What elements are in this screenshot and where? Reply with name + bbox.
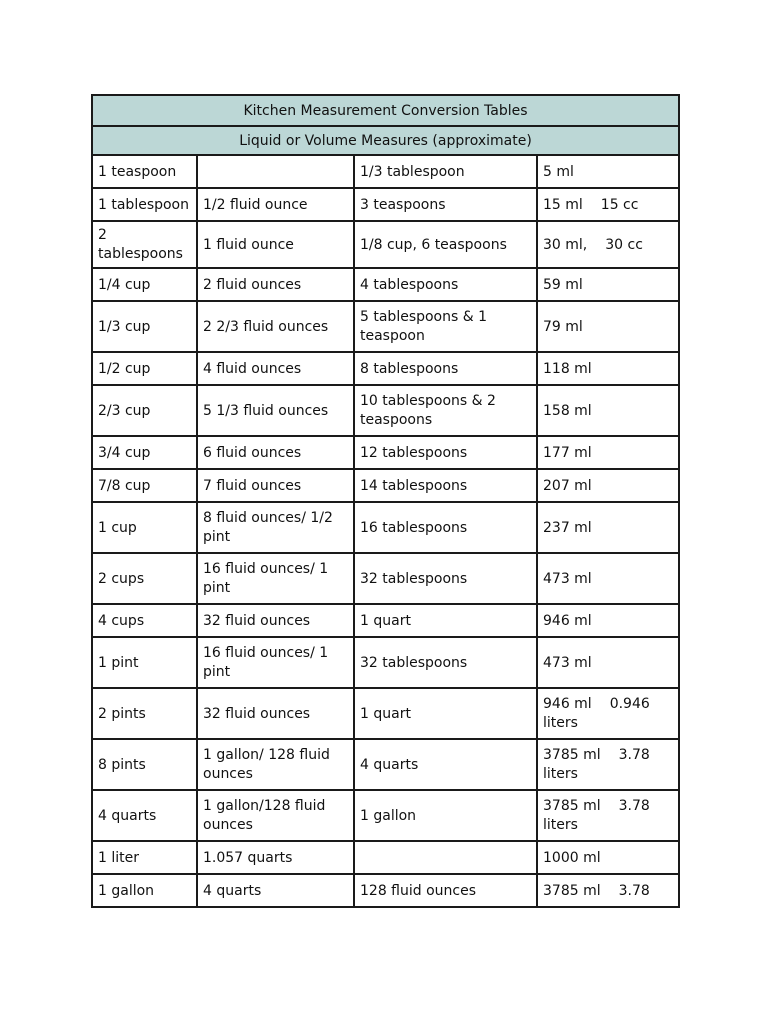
spoon-equivalent-cell: 1/3 tablespoon (354, 155, 537, 188)
metric-alt-value: 3.78 liters (543, 747, 650, 782)
metric-cell (537, 502, 679, 553)
table-row (92, 502, 679, 553)
unit-cell: 8 pints (92, 739, 197, 790)
table-row (92, 155, 679, 188)
spoon-equivalent-cell: 1/8 cup, 6 teaspoons (354, 221, 537, 268)
metric-cell (537, 352, 679, 385)
metric-value: 207 ml (543, 477, 592, 494)
spoon-equivalent-cell: 14 tablespoons (354, 469, 537, 502)
metric-alt-value: 3.78 liters (543, 798, 650, 833)
metric-cell (537, 268, 679, 301)
spoon-equivalent-cell: 3 teaspoons (354, 188, 537, 221)
fluid-ounce-cell: 2 fluid ounces (197, 268, 354, 301)
metric-value: 177 ml (543, 444, 592, 461)
metric-value: 946 ml (543, 612, 592, 629)
metric-cell (537, 221, 679, 268)
metric-cell (537, 874, 679, 907)
table-row (92, 469, 679, 502)
metric-cell (537, 637, 679, 688)
metric-value: 3785 ml (543, 882, 601, 899)
metric-cell (537, 841, 679, 874)
metric-value: 158 ml (543, 402, 592, 419)
metric-cell (537, 188, 679, 221)
unit-cell: 2 cups (92, 553, 197, 604)
unit-cell: 4 cups (92, 604, 197, 637)
metric-alt-value: 15 cc (600, 196, 639, 213)
table-row (92, 841, 679, 874)
metric-value: 237 ml (543, 519, 592, 536)
table-title: Kitchen Measurement Conversion Tables (92, 95, 679, 126)
spoon-equivalent-cell (354, 841, 537, 874)
table-row (92, 352, 679, 385)
unit-cell: 4 quarts (92, 790, 197, 841)
metric-cell (537, 553, 679, 604)
metric-value: 15 ml (543, 196, 583, 213)
unit-cell: 1 teaspoon (92, 155, 197, 188)
spoon-equivalent-cell: 16 tablespoons (354, 502, 537, 553)
spoon-equivalent-cell: 4 tablespoons (354, 268, 537, 301)
unit-cell: 1/4 cup (92, 268, 197, 301)
fluid-ounce-cell: 4 fluid ounces (197, 352, 354, 385)
fluid-ounce-cell: 2 2/3 fluid ounces (197, 301, 354, 352)
fluid-ounce-cell: 7 fluid ounces (197, 469, 354, 502)
unit-cell: 1/2 cup (92, 352, 197, 385)
metric-value: 79 ml (543, 318, 583, 335)
unit-cell: 1 pint (92, 637, 197, 688)
spoon-equivalent-cell: 32 tablespoons (354, 553, 537, 604)
metric-cell (537, 790, 679, 841)
fluid-ounce-cell: 1/2 fluid ounce (197, 188, 354, 221)
unit-cell: 1/3 cup (92, 301, 197, 352)
table-row (92, 874, 679, 907)
metric-cell (537, 436, 679, 469)
metric-cell (537, 604, 679, 637)
metric-alt-value: 0.946 liters (543, 696, 650, 731)
table-row (92, 553, 679, 604)
fluid-ounce-cell: 4 quarts (197, 874, 354, 907)
table-row (92, 604, 679, 637)
metric-cell (537, 301, 679, 352)
spoon-equivalent-cell: 4 quarts (354, 739, 537, 790)
metric-alt-value: 30 cc (605, 236, 643, 253)
fluid-ounce-cell: 1 gallon/ 128 fluid ounces (197, 739, 354, 790)
metric-value: 30 ml, (543, 236, 588, 253)
fluid-ounce-cell: 1 fluid ounce (197, 221, 354, 268)
metric-value: 946 ml (543, 696, 592, 712)
metric-value: 473 ml (543, 654, 592, 671)
spoon-equivalent-cell: 5 tablespoons & 1 teaspoon (354, 301, 537, 352)
fluid-ounce-cell: 32 fluid ounces (197, 604, 354, 637)
metric-alt-value: 3.78 (618, 882, 650, 899)
table-row (92, 188, 679, 221)
table-row (92, 637, 679, 688)
table-row (92, 688, 679, 739)
fluid-ounce-cell: 6 fluid ounces (197, 436, 354, 469)
spoon-equivalent-cell: 32 tablespoons (354, 637, 537, 688)
spoon-equivalent-cell: 128 fluid ounces (354, 874, 537, 907)
spoon-equivalent-cell: 8 tablespoons (354, 352, 537, 385)
metric-cell (537, 469, 679, 502)
spoon-equivalent-cell: 12 tablespoons (354, 436, 537, 469)
fluid-ounce-cell: 1.057 quarts (197, 841, 354, 874)
fluid-ounce-cell: 5 1/3 fluid ounces (197, 385, 354, 436)
fluid-ounce-cell: 32 fluid ounces (197, 688, 354, 739)
fluid-ounce-cell: 1 gallon/128 fluid ounces (197, 790, 354, 841)
unit-cell: 2 tablespoons (92, 221, 197, 268)
fluid-ounce-cell: 16 fluid ounces/ 1 pint (197, 637, 354, 688)
unit-cell: 1 gallon (92, 874, 197, 907)
table-row (92, 739, 679, 790)
metric-cell (537, 688, 679, 739)
spoon-equivalent-cell: 10 tablespoons & 2 teaspoons (354, 385, 537, 436)
metric-value: 1000 ml (543, 849, 601, 866)
spoon-equivalent-cell: 1 quart (354, 604, 537, 637)
unit-cell: 2/3 cup (92, 385, 197, 436)
table-row (92, 385, 679, 436)
unit-cell: 3/4 cup (92, 436, 197, 469)
metric-cell (537, 385, 679, 436)
table-row (92, 790, 679, 841)
fluid-ounce-cell: 16 fluid ounces/ 1 pint (197, 553, 354, 604)
table-row (92, 301, 679, 352)
metric-value: 3785 ml (543, 747, 601, 763)
unit-cell: 2 pints (92, 688, 197, 739)
metric-value: 59 ml (543, 276, 583, 293)
fluid-ounce-cell: 8 fluid ounces/ 1/2 pint (197, 502, 354, 553)
unit-cell: 1 liter (92, 841, 197, 874)
unit-cell: 1 tablespoon (92, 188, 197, 221)
spoon-equivalent-cell: 1 gallon (354, 790, 537, 841)
table-title-row (92, 95, 679, 126)
table-row (92, 436, 679, 469)
metric-cell (537, 155, 679, 188)
table-subtitle-row (92, 126, 679, 155)
table-row (92, 221, 679, 268)
fluid-ounce-cell (197, 155, 354, 188)
table-subtitle: Liquid or Volume Measures (approximate) (92, 126, 679, 155)
conversion-sheet (91, 94, 678, 908)
metric-value: 473 ml (543, 570, 592, 587)
unit-cell: 7/8 cup (92, 469, 197, 502)
table-row (92, 268, 679, 301)
conversion-table (91, 94, 680, 908)
metric-cell (537, 739, 679, 790)
metric-value: 118 ml (543, 360, 592, 377)
unit-cell: 1 cup (92, 502, 197, 553)
spoon-equivalent-cell: 1 quart (354, 688, 537, 739)
metric-value: 5 ml (543, 163, 574, 180)
metric-value: 3785 ml (543, 798, 601, 814)
